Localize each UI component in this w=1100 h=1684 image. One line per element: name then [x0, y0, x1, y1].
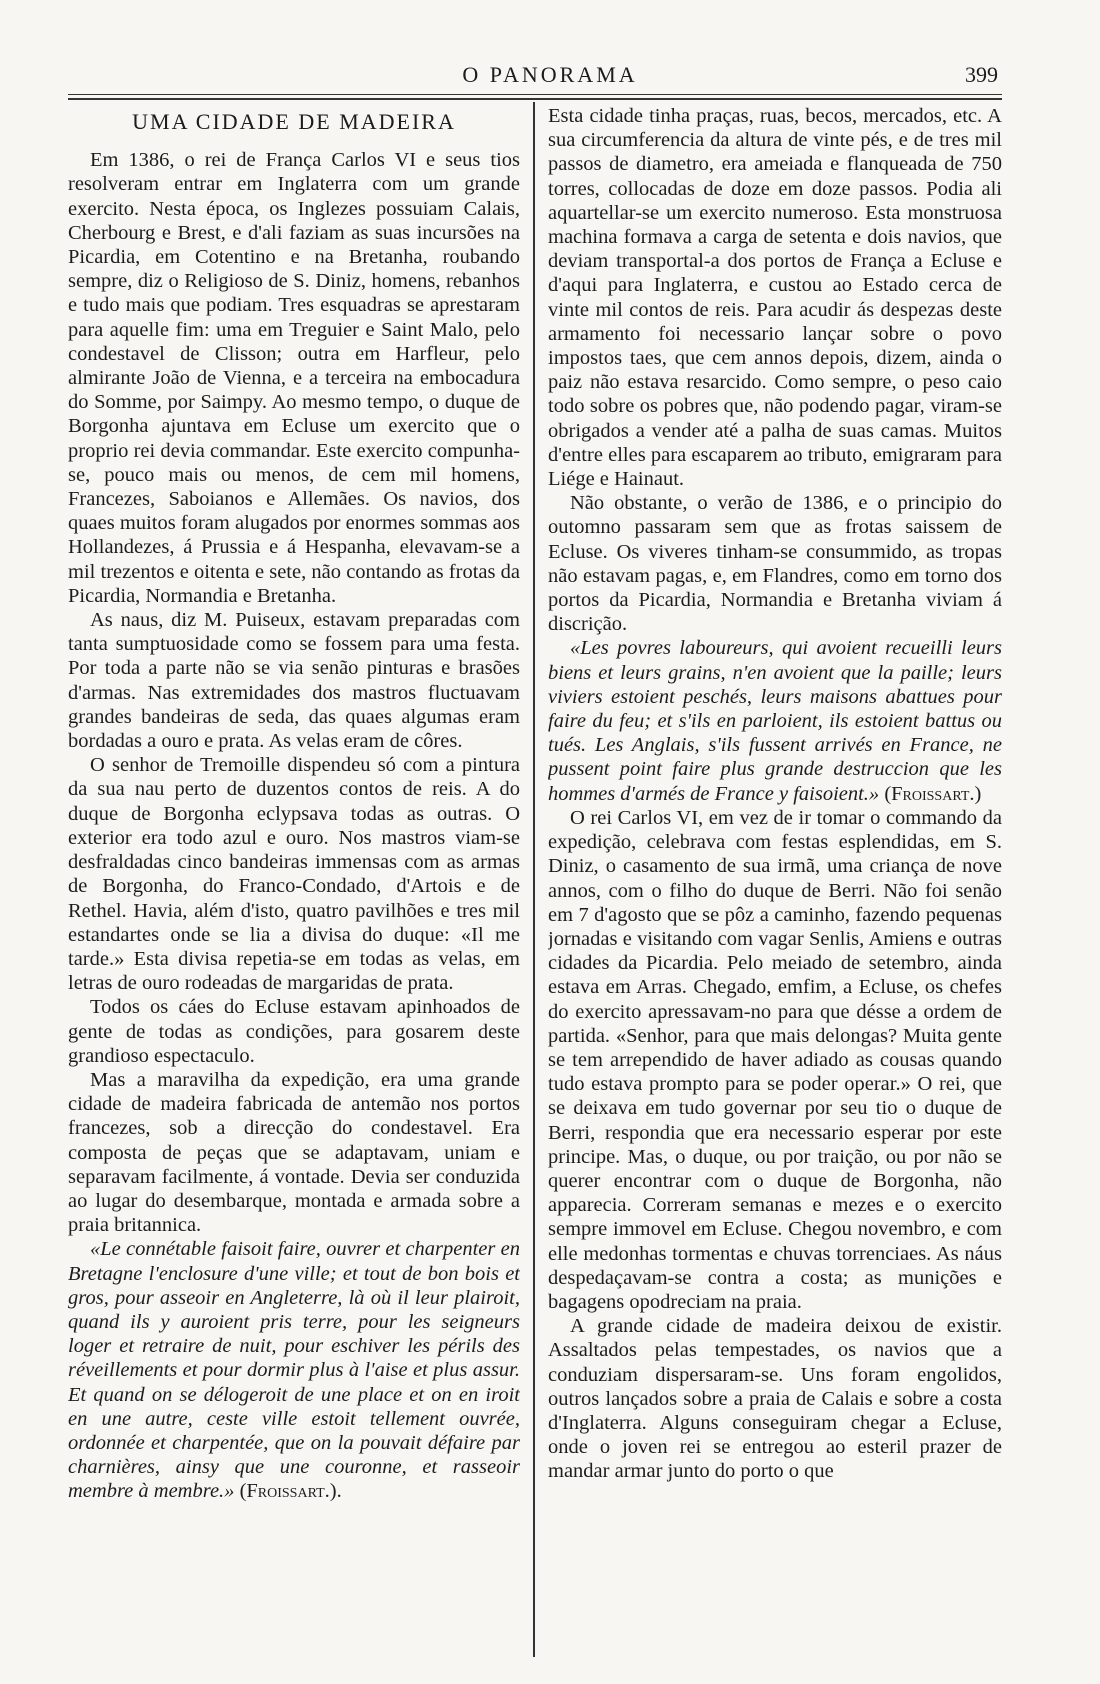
froissart-quote: «Les povres laboureurs, qui avoient recueilli leurs biens et leurs grains, n'en avoient que la paille; leurs viviers estoient peschés, leurs maisons abattues pour faire du feu; et s'ils en parloient, ils estoient battus ou tués. Les Anglais, s'ils fussent arrivés en France, ne pussent point faire plus grande destruccion que les hommes d'armés de France y faisoient.» [548, 637, 1002, 805]
paragraph: Mas a maravilha da expedição, era uma grande cidade de madeira fabricada de antemão nos portos francezes, sob a direcção do condestavel. Era composta de peças que se adaptavam, uniam e separavam facilmente, á vontade. Devia ser conduzida ao lugar do desembarque, montada e armada sobre a praia britannica. [68, 1068, 520, 1237]
page-header [0, 62, 1100, 92]
paragraph: O senhor de Tremoille dispendeu só com a pintura da sua nau perto de duzentos contos de reis. A do duque de Borgonha eclypsava todas as outras. O exterior era todo azul e ouro. Nos mastros viam-se desfraldadas cinco bandeiras immensas com as armas de Borgonha, do Franco-Condado, d'Artois e de Rethel. Havia, além d'isto, quatro pavilhões e tres mil estandartes onde se lia a divisa do duque: «Il me tarde.» Esta divisa repetia-se em todas as velas, em letras de ouro rodeadas de margaridas de prata. [68, 754, 520, 995]
paragraph: A grande cidade de madeira deixou de existir. Assaltados pelas tempestades, os navios que a conduziam dispersaram-se. Uns foram engolidos, outros lançados sobre a praia de Calais e sobre a costa d'Inglaterra. Alguns conseguiram chegar a Ecluse, onde o joven rei se entregou ao esteril prazer de mandar armar junto do porto o que [548, 1315, 1002, 1483]
quote-attribution: (Froissart.) [884, 782, 982, 805]
paragraph: Todos os cáes do Ecluse estavam apinhoados de gente de todas as condições, para gosarem deste grandioso espectaculo. [68, 996, 520, 1067]
column-divider [533, 102, 535, 1657]
header-rule [68, 94, 1002, 95]
paragraph: Em 1386, o rei de França Carlos VI e seus tios resolveram entrar em Inglaterra com um grande exercito. Nesta época, os Inglezes possuiam Calais, Cherbourg e Brest, e d'ali faziam as suas incursões na Picardia, em Cotentino e na Bretanha, roubando sempre, diz o Religioso de S. Diniz, homens, rebanhos e tudo mais que podiam. Tres esquadras se aprestaram para aquelle fim: uma em Treguier e Saint Malo, pelo condestavel de Clisson; outra em Harfleur, pelo almirante João de Vienna, e a terceira na embocadura do Somme, por Saimpy. Ao mesmo tempo, o duque de Borgonha ajuntava em Ecluse um exercito que o proprio rei devia commandar. Este exercito compunha-se, pouco mais ou menos, de cem mil homens, Francezes, Saboianos e Allemães. Os navios, dos quaes muitos foram alugados por enormes sommas aos Hollandezes, á Prussia e á Hespanha, elevavam-se a mil trezentos e oitenta e sete, não contando as frotas da Picardia, Normandia e Bretanha. [68, 149, 520, 607]
right-column [548, 104, 1002, 1664]
left-column [68, 104, 520, 1664]
article-title: UMA CIDADE DE MADEIRA [132, 109, 456, 134]
quotation-paragraph [548, 636, 1002, 805]
header-rule-thick [68, 98, 1002, 100]
page-number: 399 [965, 62, 998, 87]
paragraph: Não obstante, o verão de 1386, e o principio do outomno passaram sem que as frotas saissem de Ecluse. Os viveres tinham-se consummido, as tropas não estavam pagas, e, em Flandres, como em torno dos portos da Picardia, Normandia e Bretanha viviam á discrição. [548, 492, 1002, 636]
paragraph: As naus, diz M. Puiseux, estavam preparadas com tanta sumptuosidade como se fossem para uma festa. Por toda a parte não se via senão pinturas e brasões d'armas. Nas extremidades dos mastros fluctuavam grandes bandeiras de seda, das quaes algumas eram bordadas a ouro e prata. As velas eram de côres. [68, 609, 520, 753]
quotation-paragraph [68, 1237, 520, 1503]
journal-title: O PANORAMA [462, 62, 638, 87]
paragraph: Esta cidade tinha praças, ruas, becos, mercados, etc. A sua circumferencia da altura de vinte pés, e de tres mil passos de diametro, era ameiada e flanqueada de 750 torres, collocadas de doze em doze passos. Podia ali aquartellar-se um exercito numeroso. Esta monstruosa machina formava a carga de setenta e dois navios, que deviam transportal-a dos portos de França a Ecluse e d'aqui para Inglaterra, e custou ao Estado cerca de vinte mil contos de reis. Para acudir ás despezas deste armamento foi necessario lançar sobre o povo impostos taes, que cem annos depois, dizem, ainda o paiz não estava resarcido. Como sempre, o peso caio todo sobre os pobres que, não podendo pagar, viram-se obrigados a vender até a palha de suas camas. Muitos d'entre elles para escaparem ao tributo, emigraram para Liége e Hainaut. [548, 105, 1002, 491]
paragraph: O rei Carlos VI, em vez de ir tomar o commando da expedição, celebrava com festas esplendidas, em S. Diniz, o casamento de sua irmã, uma criança de nove annos, com o filho do duque de Berri. Não foi senão em 7 d'agosto que se pôz a caminho, fazendo pequenas jornadas e visitando com vagar Senlis, Amiens e outras cidades da Picardia. Pelo meiado de setembro, ainda estava em Arras. Chegado, emfim, a Ecluse, os chefes do exercito apressavam-no para que désse a ordem de partida. «Senhor, para que mais delongas? Muita gente se tem arrependido de haver adiado as cousas quando tudo estava prompto para se poder operar.» O rei, que se deixava em tudo governar por seu tio o duque de Berri, respondia que era necessario esperar por este principe. Mas, o duque, ou por traição, ou por não se querer encontrar com o duque de Borgonha, não apparecia. Correram semanas e mezes e o exercito sempre immovel em Ecluse. Chegou novembro, e com elle medonhas tormentas e chuvas torrenciaes. As náus despedaçavam-se contra a costa; as munições e bagagens opodreciam na praia. [548, 806, 1002, 1313]
quote-attribution: (Froissart.). [239, 1480, 342, 1503]
froissart-quote: «Le connétable faisoit faire, ouvrer et charpenter en Bretagne l'enclosure d'une ville; et tout de bon bois et gros, pour asseoir en Angleterre, là où il leur plairoit, quand ils y auroient pris terre, pour les seigneurs loger et retraire de nuit, pour eschiver les périls des réveillements et pour dormir plus à l'aise et plus assur. Et quand on se délogeroit de une place et on en iroit en une autre, ceste ville estoit tellement ouvrée, ordonnée et charpentée, que on la pouvait défaire par charnières, ainsy que une couronne, et rasseoir membre à membre.» [68, 1238, 520, 1503]
